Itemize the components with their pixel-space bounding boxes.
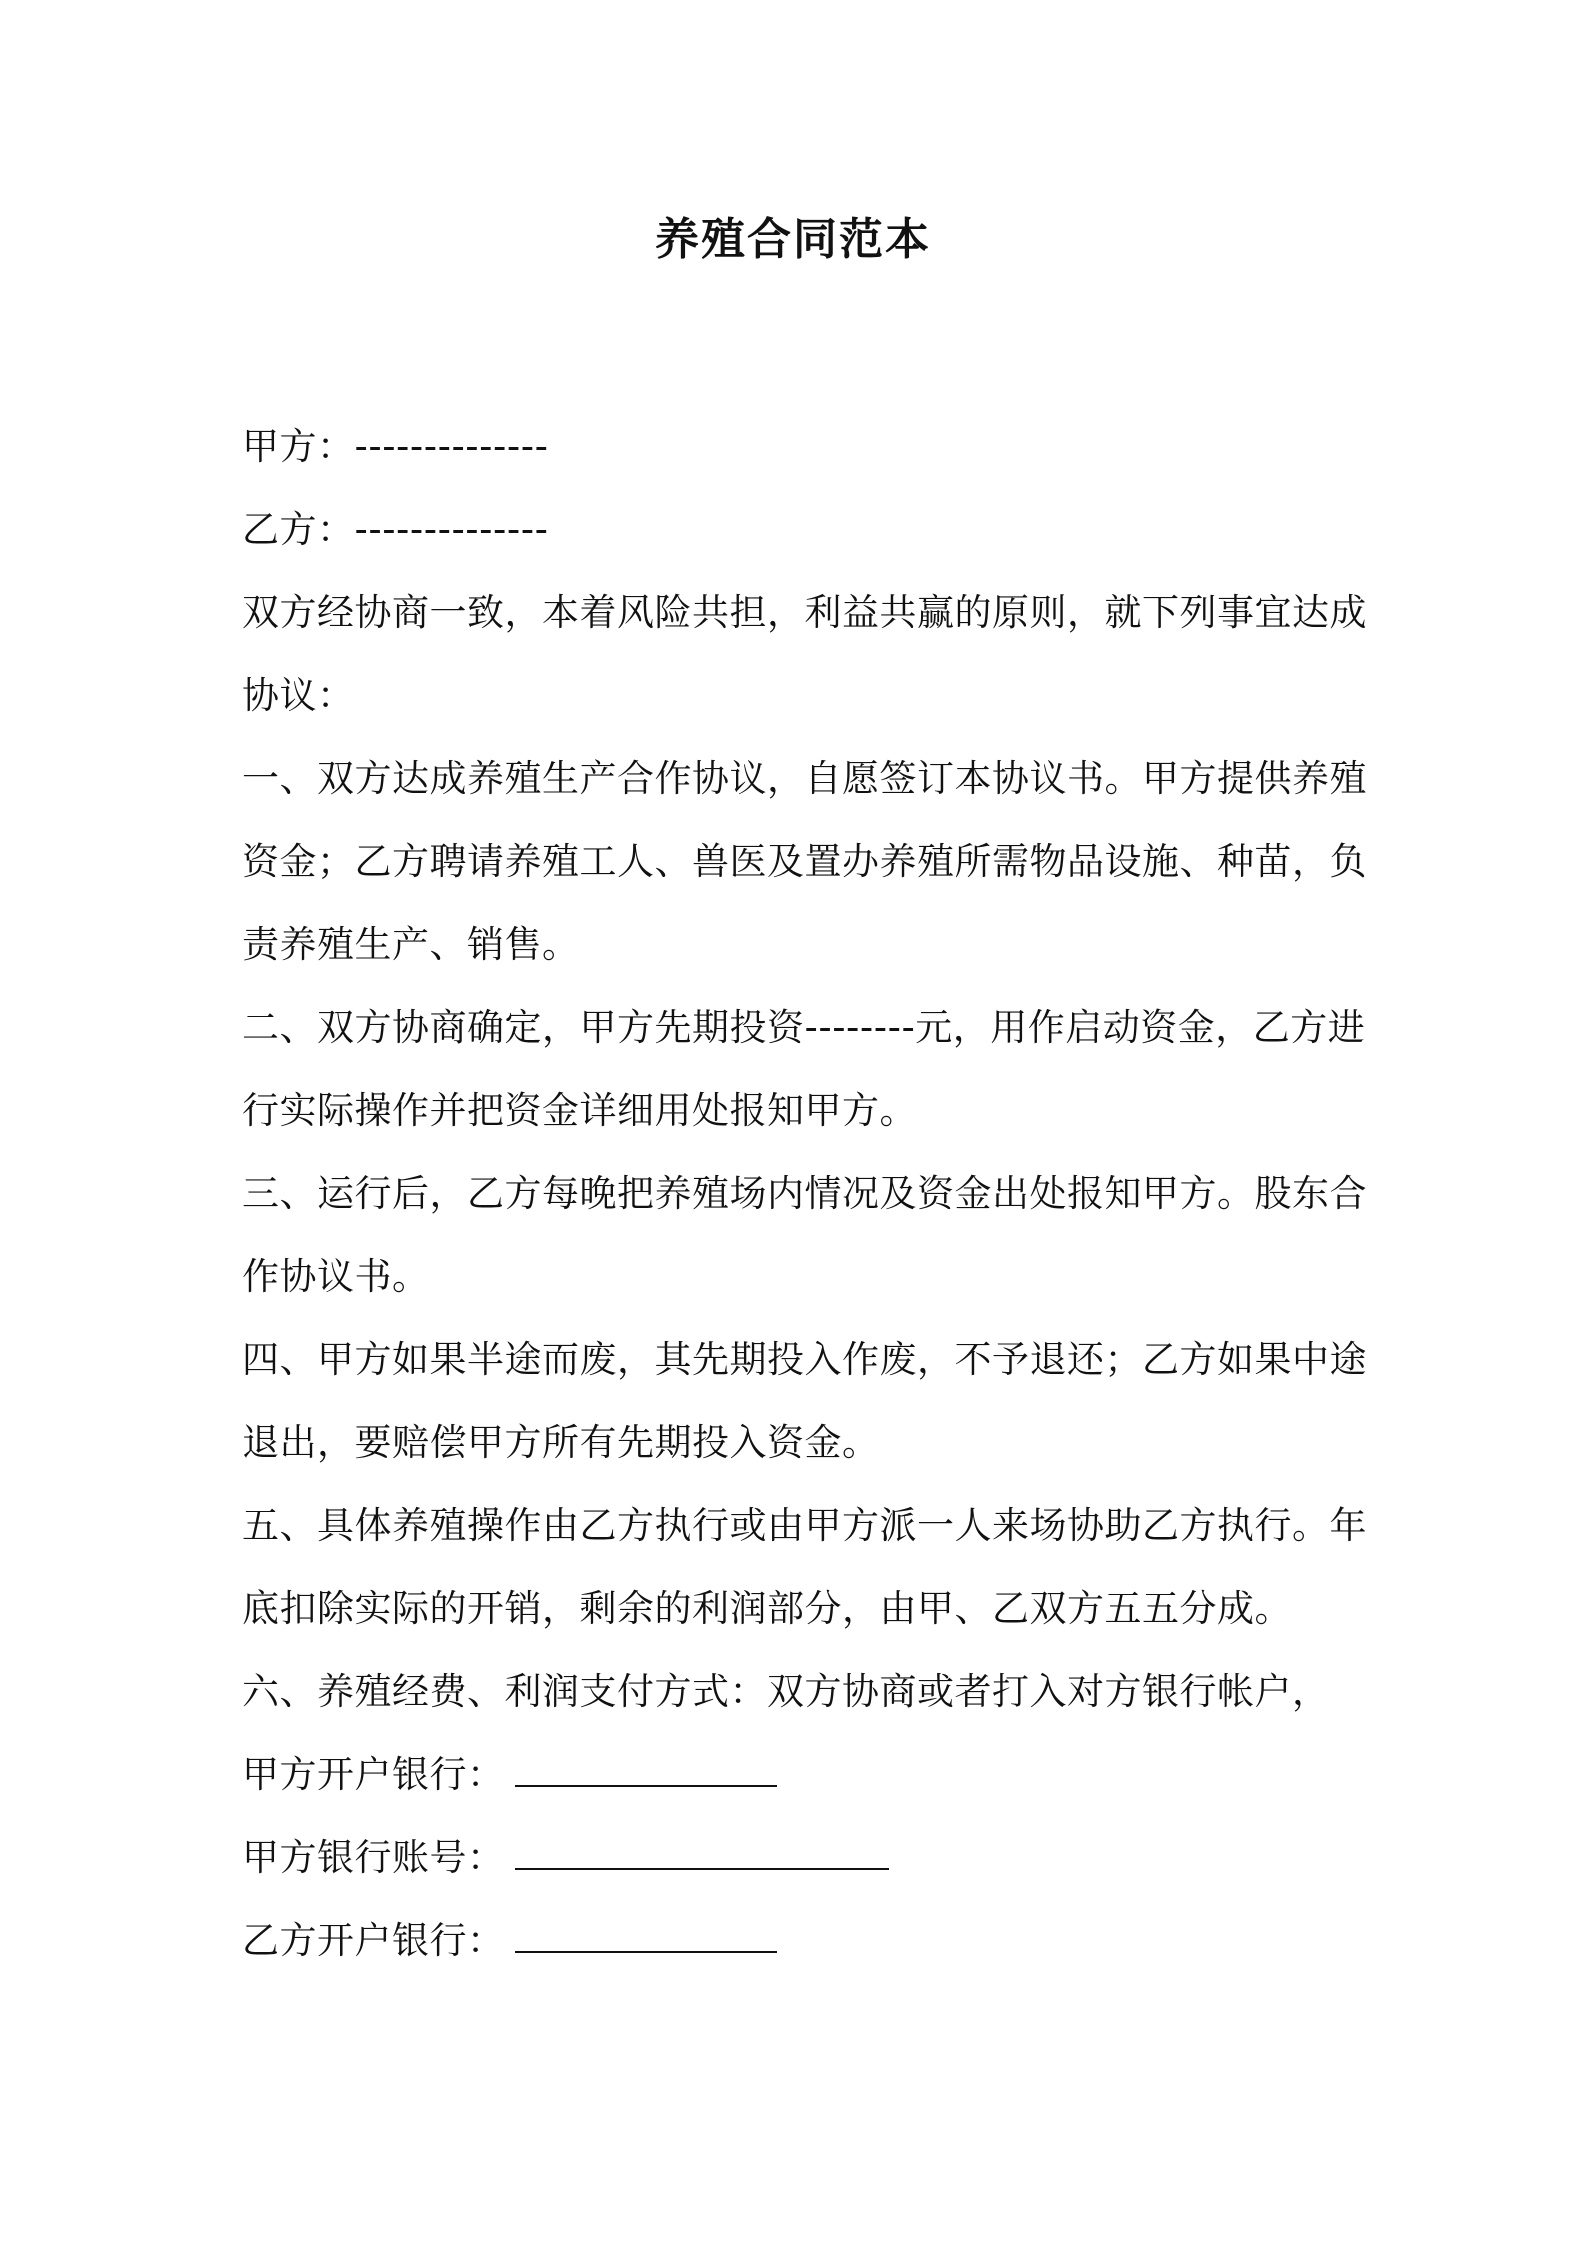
intro-line-2: 协议： (242, 674, 355, 717)
clause-1-line-1: 一、双方达成养殖生产合作协议，自愿签订本协议书。甲方提供养殖 (242, 757, 1367, 800)
clause-4-line-1: 四、甲方如果半途而废，其先期投入作废，不予退还；乙方如果中途 (242, 1338, 1367, 1381)
clause-1-line-3: 责养殖生产、销售。 (242, 923, 580, 966)
clause-5-line-2: 底扣除实际的开销，剩余的利润部分，由甲、乙双方五五分成。 (242, 1587, 1292, 1630)
party-b-bank-row (242, 1899, 1352, 1982)
clause-6-line: 六、养殖经费、利润支付方式：双方协商或者打入对方银行帐户， (242, 1670, 1330, 1713)
clause-4-line-2: 退出，要赔偿甲方所有先期投入资金。 (242, 1421, 880, 1464)
party-a-account-row (242, 1816, 1352, 1899)
clause-1-line-2: 资金；乙方聘请养殖工人、兽医及置办养殖所需物品设施、种苗，负 (242, 840, 1367, 883)
clause-3-line-2: 作协议书。 (242, 1255, 430, 1298)
clause-2-line-1: 二、双方协商确定，甲方先期投资--------元，用作启动资金，乙方进 (242, 1006, 1366, 1049)
party-b-bank-blank[interactable] (515, 1950, 777, 1953)
party-a-bank-label: 甲方开户银行： (242, 1753, 505, 1796)
party-b-bank-label: 乙方开户银行： (242, 1919, 505, 1962)
intro-line-1: 双方经协商一致，本着风险共担，利益共赢的原则，就下列事宜达成 (242, 591, 1367, 634)
document-title: 养殖合同范本 (655, 214, 931, 265)
clause-3-line-1: 三、运行后，乙方每晚把养殖场内情况及资金出处报知甲方。股东合 (242, 1172, 1367, 1215)
party-a-bank-blank[interactable] (515, 1784, 777, 1787)
clause-2-line-2: 行实际操作并把资金详细用处报知甲方。 (242, 1089, 917, 1132)
party-a-line: 甲方：-------------- (242, 425, 549, 468)
clause-5-line-1: 五、具体养殖操作由乙方执行或由甲方派一人来场协助乙方执行。年 (242, 1504, 1367, 1547)
party-a-account-blank[interactable] (515, 1867, 889, 1870)
party-b-line: 乙方：-------------- (242, 508, 549, 551)
party-a-bank-row (242, 1733, 1352, 1816)
party-a-account-label: 甲方银行账号： (242, 1836, 505, 1879)
document-body (242, 405, 1367, 1982)
